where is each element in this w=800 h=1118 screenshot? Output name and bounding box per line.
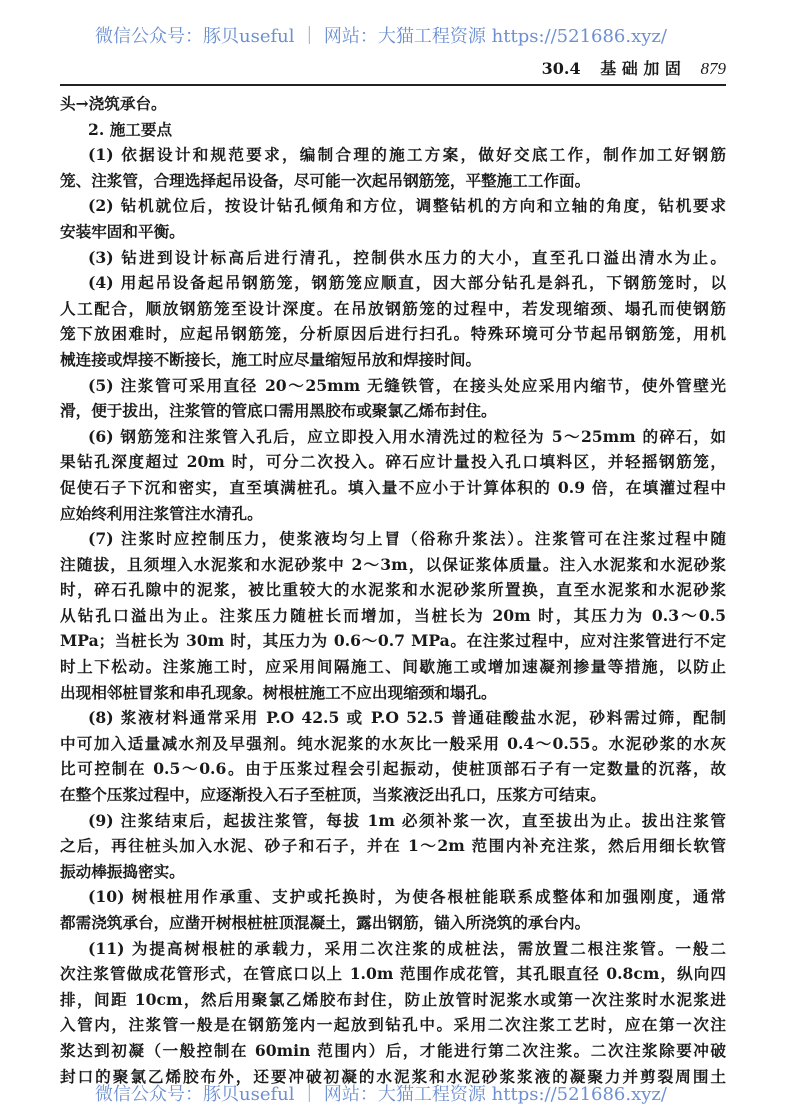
- watermark-bottom: 微信公众号：豚贝useful ｜ 网站：大猫工程资源 https://521686.xyz/: [95, 1084, 667, 1105]
- running-header: [60, 56, 726, 86]
- text-line: (8) 浆液材料通常采用 P.O 42.5 或 P.O 52.5 普通硅酸盐水泥，砂料需过筛，配制: [88, 708, 726, 728]
- text-line: 滑，便于拔出，注浆管的管底口需用黑胶布或聚氯乙烯布封住。: [60, 401, 497, 421]
- text-line: 2. 施工要点: [88, 119, 173, 139]
- text-line: (4) 用起吊设备起吊钢筋笼，钢筋笼应顺直，因大部分钻孔是斜孔，下钢筋笼时，以: [88, 273, 726, 293]
- text-line: 时上下松动。注浆施工时，应采用间隔施工、间歇施工或增加速凝剂掺量等措施，以防止: [60, 657, 726, 677]
- document-body: [60, 91, 726, 1089]
- text-line: 在整个压浆过程中，应逐渐投入石子至桩顶，当浆液泛出孔口，压浆方可结束。: [60, 785, 606, 805]
- text-line: 出现相邻桩冒浆和串孔现象。树根桩施工不应出现缩颈和塌孔。: [60, 682, 497, 702]
- text-line: 排，间距 10cm，然后用聚氯乙烯胶布封住，防止放管时泥浆水或第一次注浆时水泥浆进: [60, 989, 726, 1009]
- watermark-top: 微信公众号：豚贝useful ｜ 网站：大猫工程资源 https://521686.xyz/: [95, 26, 667, 47]
- text-line: 从钻孔口溢出为止。注浆压力随桩长而增加，当桩长为 20m 时，其压力为 0.3～0.5: [60, 605, 726, 625]
- text-line: (11) 为提高树根桩的承载力，采用二次注浆的成桩法，需放置二根注浆管。一般二: [88, 938, 726, 958]
- page-number: 879: [700, 59, 726, 78]
- text-line: 振动棒振捣密实。: [60, 861, 185, 881]
- text-line: 之后，再往桩头加入水泥、砂子和石子，并在 1～2m 范围内补充注浆，然后用细长软管: [60, 836, 726, 856]
- text-line: 注随拔，且须埋入水泥浆和水泥砂浆中 2～3m，以保证浆体质量。注入水泥浆和水泥砂浆: [60, 554, 726, 574]
- text-line: 浆达到初凝（一般控制在 60min 范围内）后，才能进行第二次注浆。二次注浆除要冲破: [60, 1040, 726, 1060]
- text-line: 次注浆管做成花管形式，在管底口以上 1.0m 范围作成花管，其孔眼直径 0.8cm，纵向四: [60, 964, 726, 984]
- text-line: MPa；当桩长为 30m 时，其压力为 0.6～0.7 MPa。在注浆过程中，应对注浆管进行不定: [60, 631, 726, 651]
- text-line: 械连接或焊接不断接长，施工时应尽量缩短吊放和焊接时间。: [60, 349, 482, 369]
- text-line: 安装牢固和平衡。: [60, 221, 185, 241]
- text-line: 笼下放困难时，应起吊钢筋笼，分析原因后进行扫孔。特殊环境可分节起吊钢筋笼，用机: [60, 324, 726, 344]
- text-line: 入管内，注浆管一般是在钢筋笼内一起放到钻孔中。采用二次注浆工艺时，应在第一次注: [60, 1015, 726, 1035]
- text-line: 笼、注浆管，合理选择起吊设备，尽可能一次起吊钢筋笼，平整施工工作面。: [60, 170, 591, 190]
- text-line: (5) 注浆管可采用直径 20～25mm 无缝铁管，在接头处应采用内缩节，使外管壁光: [88, 375, 726, 395]
- text-line: 人工配合，顺放钢筋笼至设计深度。在吊放钢筋笼的过程中，若发现缩颈、塌孔而使钢筋: [60, 298, 726, 318]
- text-line: 果钻孔深度超过 20m 时，可分二次投入。碎石应计量投入孔口填料区，并轻摇钢筋笼，: [60, 452, 726, 472]
- text-line: 头→浇筑承台。: [60, 94, 167, 113]
- text-line: (9) 注浆结束后，起拔注浆管，每拔 1m 必须补浆一次，直至拔出为止。拔出注浆管: [88, 810, 726, 830]
- text-line: (1) 依据设计和规范要求，编制合理的施工方案，做好交底工作，制作加工好钢筋: [88, 145, 726, 165]
- text-line: 时，碎石孔隙中的泥浆，被比重较大的水泥浆和水泥砂浆所置换，直至水泥浆和水泥砂浆: [60, 580, 726, 600]
- text-line: 都需浇筑承台，应凿开树根桩桩顶混凝土，露出钢筋，锚入所浇筑的承台内。: [60, 913, 591, 932]
- section-title: 基 础 加 固: [600, 59, 681, 78]
- text-line: (6) 钢筋笼和注浆管入孔后，应立即投入用水清洗过的粒径为 5～25mm 的碎石，如: [88, 426, 726, 446]
- text-line: 比可控制在 0.5～0.6。由于压浆过程会引起振动，使桩顶部石子有一定数量的沉落，故: [60, 759, 726, 779]
- section-number: 30.4: [541, 59, 581, 78]
- text-line: 中可加入适量减水剂及早强剂。纯水泥浆的水灰比一般采用 0.4～0.55。水泥砂浆的水灰: [60, 733, 726, 753]
- text-line: (7) 注浆时应控制压力，使浆液均匀上冒（俗称升浆法）。注浆管可在注浆过程中随: [88, 529, 726, 549]
- text-line: 应始终利用注浆管注水清孔。: [60, 503, 263, 523]
- text-line: (2) 钻机就位后，按设计钻孔倾角和方位，调整钻机的方向和立轴的角度，钻机要求: [88, 196, 726, 216]
- text-line: (3) 钻进到设计标高后进行清孔，控制供水压力的大小，直至孔口溢出清水为止。: [88, 247, 726, 267]
- text-line: 促使石子下沉和密实，直至填满桩孔。填入量不应小于计算体积的 0.9 倍，在填灌过程中: [60, 477, 726, 497]
- text-line: 封口的聚氯乙烯胶布外，还要冲破初凝的水泥浆和水泥砂浆浆液的凝聚力并剪裂周围土: [60, 1066, 726, 1086]
- text-line: (10) 树根桩用作承重、支护或托换时，为使各根桩能联系成整体和加强刚度，通常: [88, 887, 726, 907]
